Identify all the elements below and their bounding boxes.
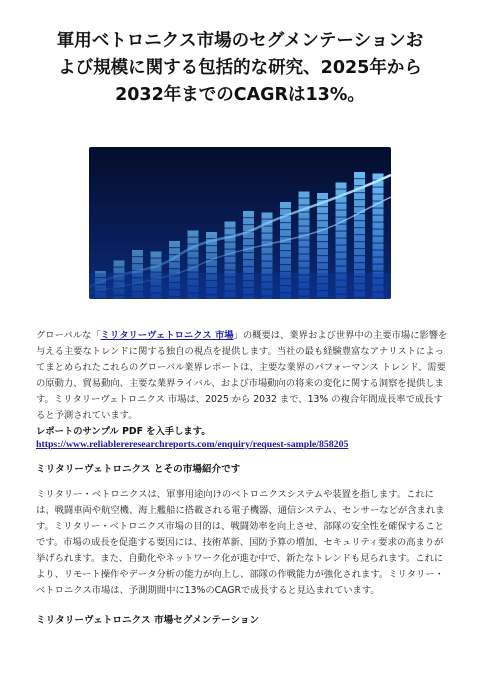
hero-bar-segment — [373, 250, 384, 251]
sample-request-link[interactable]: https://www.reliablereresearchreports.com/enquiry/request-sample/858205 — [36, 439, 349, 450]
hero-bar-segment — [354, 248, 365, 249]
hero-bar-segment — [206, 252, 217, 253]
hero-bar-segment — [188, 251, 199, 252]
hero-bar-segment — [317, 241, 328, 242]
hero-bar-segment — [336, 231, 347, 232]
hero-bar-segment — [373, 229, 384, 230]
hero-bar-segment — [299, 198, 310, 199]
hero-bar-segment — [243, 238, 254, 239]
hero-bar-segment — [280, 208, 291, 209]
hero-bar-segment — [225, 228, 236, 229]
hero-bar-segment — [373, 194, 384, 195]
sample-pdf-label: レポートのサンプル PDF を入手します。 — [36, 426, 211, 437]
hero-bar-segment — [280, 236, 291, 237]
hero-bar-segment — [280, 243, 291, 244]
hero-bar-segment — [373, 208, 384, 209]
hero-bar-segment — [188, 272, 199, 273]
hero-bar-segment — [262, 240, 273, 241]
hero-bar-segment — [206, 266, 217, 267]
hero-image-bar-chart-graphic — [89, 147, 391, 299]
market-name-link[interactable]: ミリタリーヴェトロニクス 市場 — [100, 330, 234, 341]
hero-bar-segment — [317, 220, 328, 221]
hero-bar-segment — [354, 206, 365, 207]
hero-bar-segment — [169, 268, 180, 269]
hero-bar-segment — [280, 271, 291, 272]
hero-bar-segment — [114, 267, 125, 268]
hero-bar-segment — [151, 258, 162, 259]
hero-bar-segment — [262, 233, 273, 234]
hero-bar-segment — [299, 205, 310, 206]
hero-bar-segment — [243, 245, 254, 246]
hero-bar-segment — [188, 258, 199, 259]
hero-bar-segment — [243, 259, 254, 260]
title-line-3: 2032年までのCAGRは13%。 — [115, 85, 365, 105]
hero-bar-segment — [336, 245, 347, 246]
hero-bar-segment — [373, 187, 384, 188]
hero-bar-segment — [225, 263, 236, 264]
hero-bar-segment — [280, 250, 291, 251]
hero-bar-segment — [317, 262, 328, 263]
hero-bar-segment — [243, 252, 254, 253]
hero-bar-segment — [262, 268, 273, 269]
hero-bar-segment — [336, 266, 347, 267]
hero-bar-segment — [336, 259, 347, 260]
title-line-1: 軍用ベトロニクス市場のセグメンテーションお — [56, 31, 424, 51]
hero-bar-segment — [317, 269, 328, 270]
hero-bar-segment — [373, 271, 384, 272]
hero-bar-segment — [317, 206, 328, 207]
hero-bar-segment — [225, 242, 236, 243]
hero-bar-segment — [354, 241, 365, 242]
hero-bar-segment — [225, 270, 236, 271]
hero-bar-segment — [206, 245, 217, 246]
hero-bar-segment — [299, 254, 310, 255]
hero-bar-segment — [262, 247, 273, 248]
title-line-2: よび規模に関する包括的な研究、2025年から — [58, 58, 422, 78]
hero-bar-segment — [354, 269, 365, 270]
hero-bar-segment — [354, 262, 365, 263]
hero-bar-segment — [336, 252, 347, 253]
hero-bar-segment — [188, 237, 199, 238]
hero-bar-segment — [336, 210, 347, 211]
section-body-intro: ミリタリー・ベトロニクスは、軍事用途向けのベトロニクスシステムや装置を指します。これには、戦闘車両や航空機、海上艦船に搭載される電子機器、通信システム、センサーなどが含まれます。ミリタリー・ベトロニクス市場の目的は、戦闘効率を向上させ、部隊の安全性を確保することです。市場の成長を促進する要因には、技術革新、国防予算の増加、セキュリティ要求の高まりが挙げられます。また、自動化やネットワーク化が進む中で、新たなトレンドも見られます。これにより、リモート操作やデータ分析の能力が向上し、部隊の作戦能力が強化されます。ミリタリー・ベトロニクス市場は、予測期間中に13%のCAGRで成長すると見込まれています。 — [36, 489, 445, 596]
hero-bar-segment — [354, 220, 365, 221]
hero-bar-segment — [299, 219, 310, 220]
hero-bar-segment — [373, 236, 384, 237]
hero-bar-segment — [262, 219, 273, 220]
intro-text: 」の概要は、業界および世界中の主要市場に影響を与える主要なトレンドに関する独自の視点を提供します。当社の最も経験豊富なアナリストによってまとめられたこれらのグローバル業界レポートは、主要な業界のパフォーマンス トレンド、需要の原動力、貿易動向、主要な業界ライバル、および市場動向の将来の変化に関する洞察を提供します。ミリタリーヴェトロニクス 市場は、2025 から 2032 まで、13% の複合年間成長率で成長すると予測されています。 — [36, 330, 448, 421]
hero-bar-segment — [225, 256, 236, 257]
hero-bar-segment — [373, 264, 384, 265]
hero-bar-segment — [151, 272, 162, 273]
section-heading-intro: ミリタリーヴェトロニクス とその市場紹介です — [36, 464, 241, 475]
hero-bar-segment — [299, 233, 310, 234]
intro-paragraph — [36, 328, 448, 424]
hero-bar-segment — [317, 234, 328, 235]
hero-bar-segment — [373, 215, 384, 216]
hero-bar-segment — [354, 227, 365, 228]
hero-bar-segment — [262, 254, 273, 255]
hero-bar-segment — [280, 257, 291, 258]
hero-bar-segment — [280, 229, 291, 230]
hero-bar-segment — [169, 247, 180, 248]
page-title — [20, 28, 460, 109]
hero-bar-segment — [373, 222, 384, 223]
hero-bar-segment — [299, 247, 310, 248]
hero-bar-segment — [354, 199, 365, 200]
hero-bar-segment — [354, 234, 365, 235]
hero-bar-segment — [317, 213, 328, 214]
hero-bar-segment — [280, 264, 291, 265]
hero-bar-segment — [225, 249, 236, 250]
hero-bar-segment — [132, 256, 143, 257]
hero-bar-segment — [299, 261, 310, 262]
section-heading-segmentation: ミリタリーヴェトロニクス 市場セグメンテーション — [36, 615, 260, 626]
hero-bar-segment — [262, 261, 273, 262]
hero-bar-segment — [336, 189, 347, 190]
hero-bar-segment — [280, 222, 291, 223]
hero-bar-segment — [336, 238, 347, 239]
hero-bar-segment — [243, 217, 254, 218]
hero-bar-segment — [299, 240, 310, 241]
hero-bar-segment — [243, 224, 254, 225]
hero-bar-segment — [336, 217, 347, 218]
hero-bar-segment — [354, 255, 365, 256]
hero-bar-segment — [354, 178, 365, 179]
hero-bar-segment — [373, 243, 384, 244]
hero-bar-segment — [373, 257, 384, 258]
hero-bar-segment — [317, 255, 328, 256]
hero-bar-segment — [243, 266, 254, 267]
hero-graphic — [89, 147, 391, 299]
hero-bar-segment — [317, 248, 328, 249]
hero-bar-segment — [336, 203, 347, 204]
hero-bar-segment — [299, 268, 310, 269]
intro-prefix: グローバルな「 — [36, 330, 101, 341]
hero-bar-segment — [132, 263, 143, 264]
hero-bar-segment — [299, 226, 310, 227]
hero-bar-segment — [354, 192, 365, 193]
